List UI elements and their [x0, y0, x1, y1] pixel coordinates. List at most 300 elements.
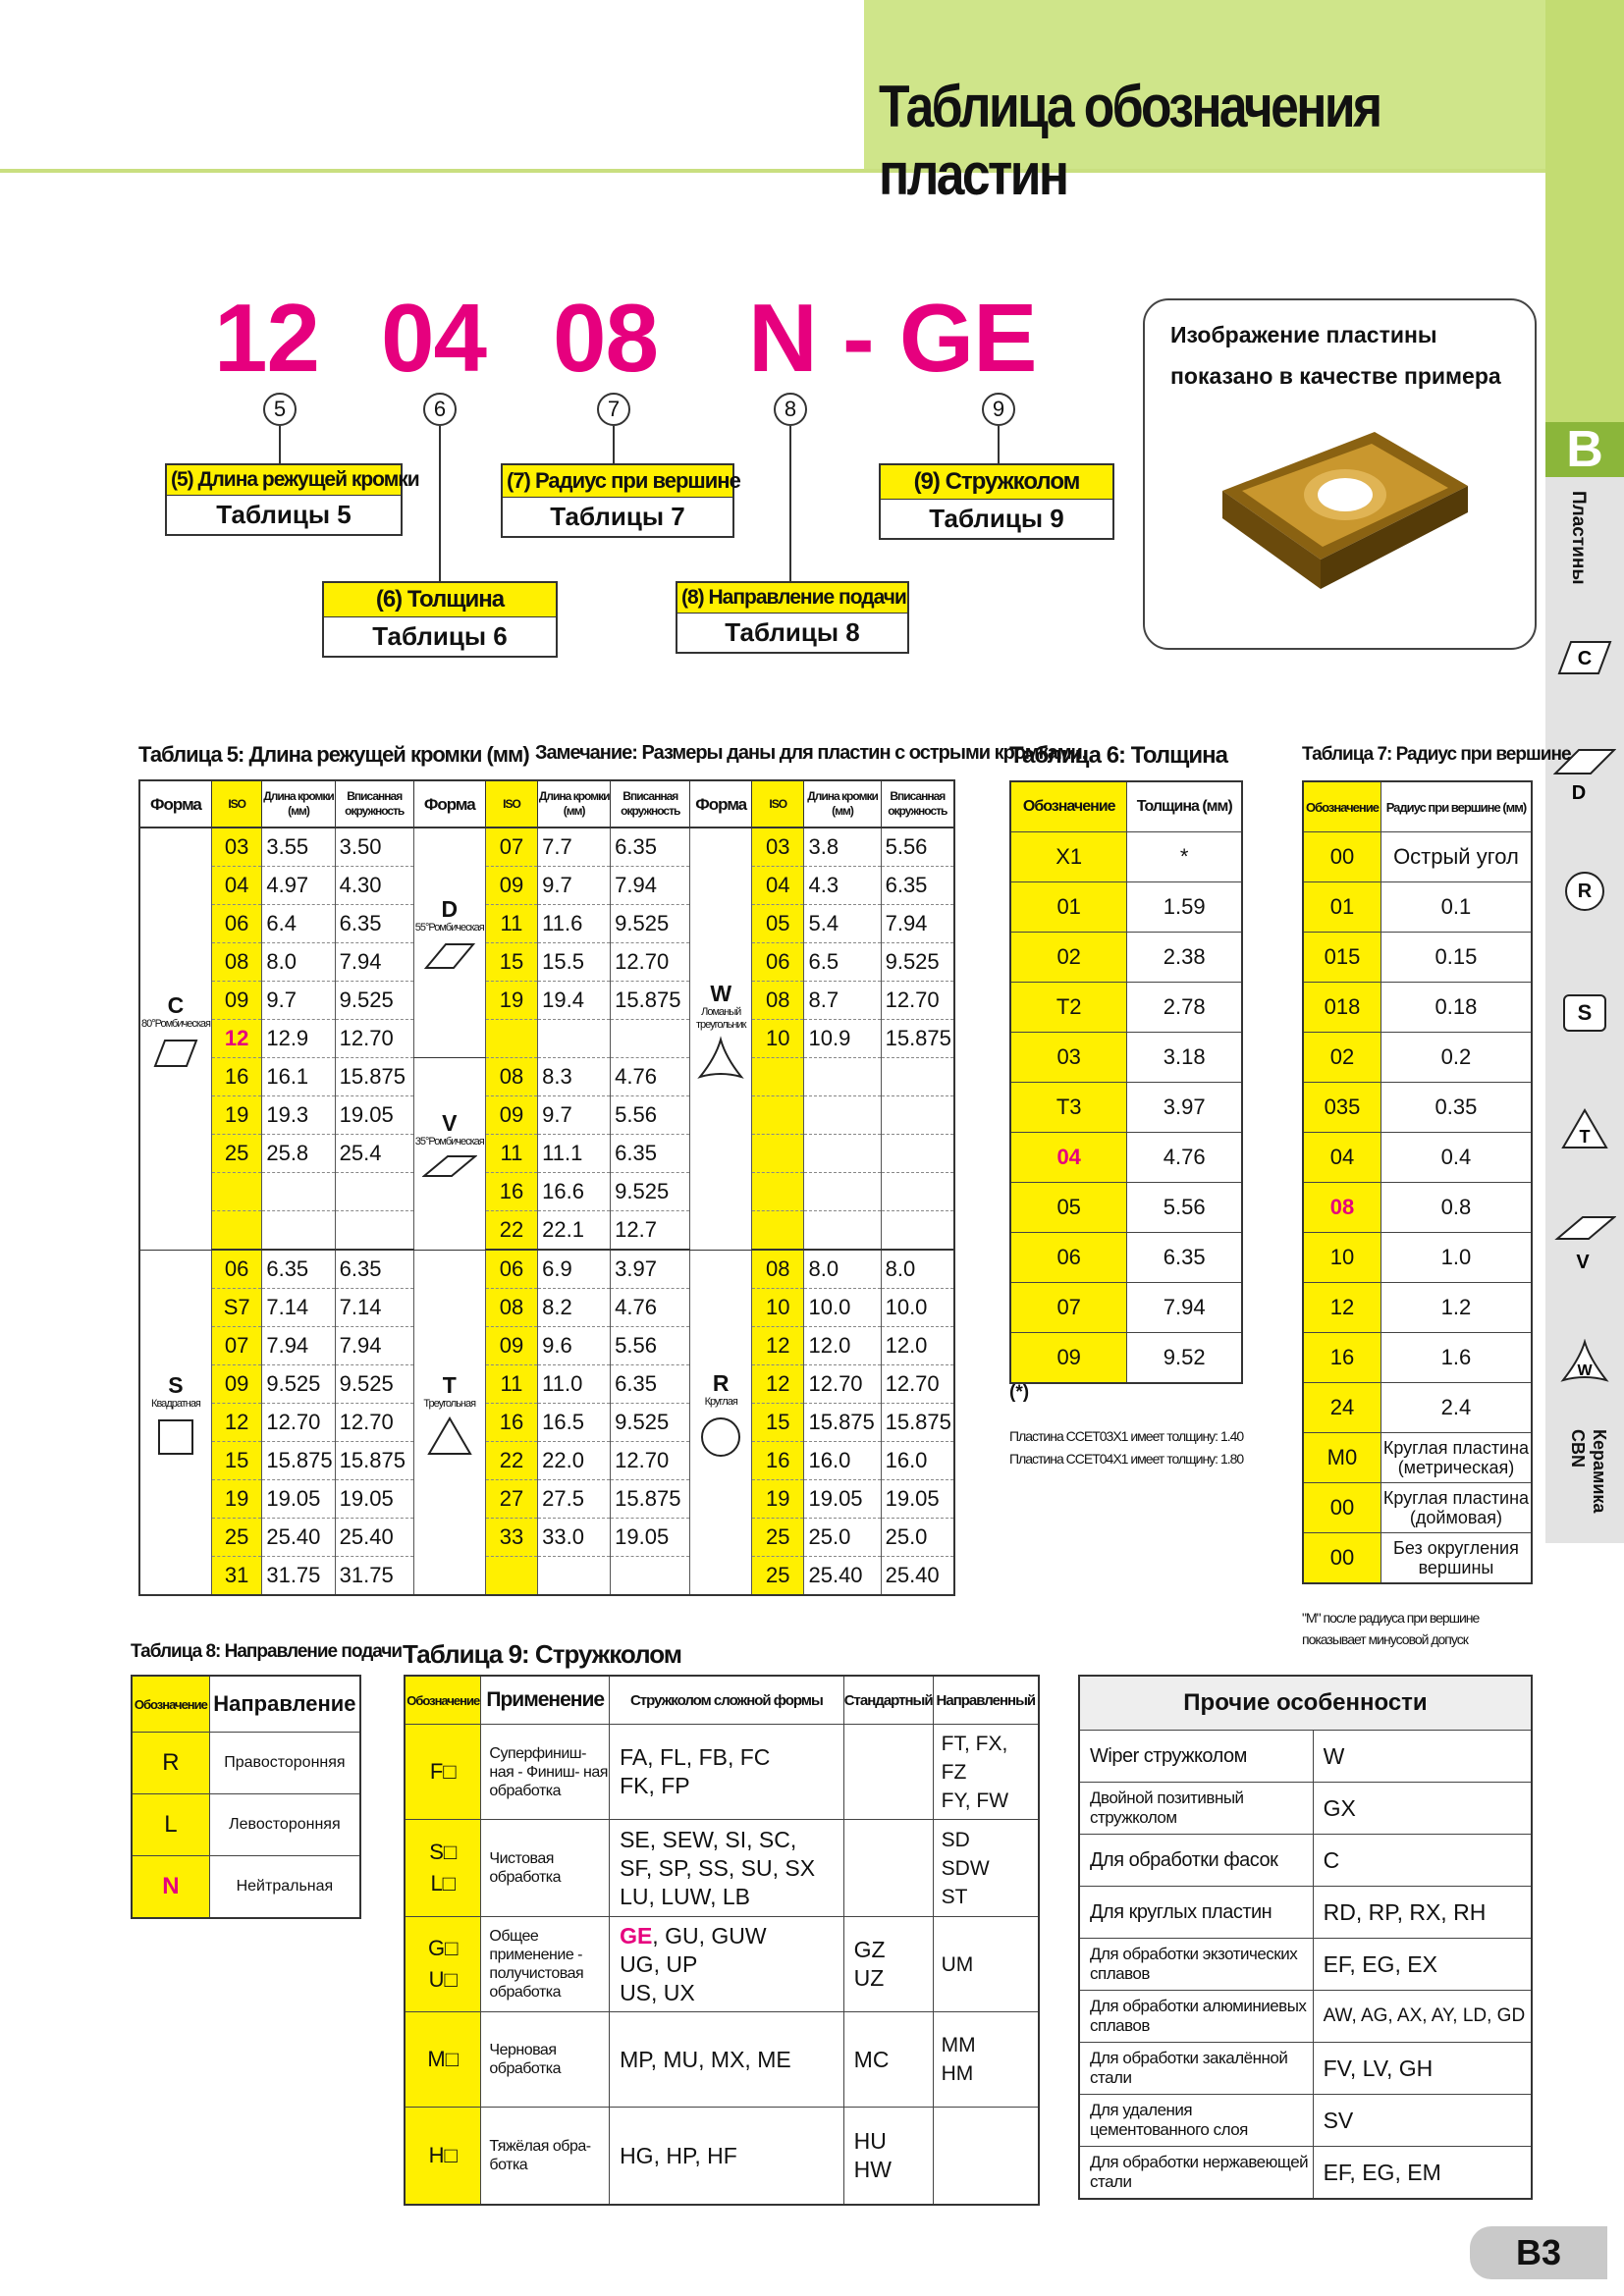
t5-value-cell: 4.76	[611, 1289, 690, 1327]
t5-iso-cell: 19	[485, 982, 537, 1020]
t5-value-cell: 15.875	[611, 1480, 690, 1519]
shape-letter-v: V	[442, 1109, 458, 1136]
t5-iso-cell: 16	[485, 1404, 537, 1442]
t9-complex-text: , GU, GUW UG, UP US, UX	[620, 1922, 767, 2005]
t5-iso-cell: 06	[485, 1250, 537, 1289]
t5-value-cell: 7.94	[881, 905, 954, 943]
t5-iso-cell: 09	[485, 1096, 537, 1135]
t10-row	[1079, 1939, 1532, 1991]
t6-value-cell: 7.94	[1127, 1283, 1242, 1333]
t6-code-cell: 06	[1010, 1233, 1127, 1283]
t5-iso-cell: 07	[485, 828, 537, 867]
t5-iso-cell: 12	[211, 1404, 261, 1442]
t5-value-cell: 7.14	[335, 1289, 413, 1327]
t5-value-cell	[262, 1211, 335, 1251]
table-6	[1009, 780, 1243, 1384]
t5-row	[139, 867, 954, 905]
trigon-icon	[696, 1036, 745, 1085]
t10-code-cell: C	[1313, 1835, 1532, 1887]
t5-value-cell: 5.56	[881, 828, 954, 867]
t10-row	[1079, 1731, 1532, 1783]
t5-header-2: Длина кромки (мм)	[804, 780, 881, 828]
sidebar-tab-c[interactable]	[1545, 638, 1624, 677]
t9-code-cell: F□	[405, 1725, 481, 1820]
t5-iso-cell: 09	[485, 1327, 537, 1365]
t7-row	[1303, 1333, 1532, 1383]
sidebar-tab-w[interactable]	[1545, 1339, 1624, 1386]
t5-value-cell: 25.0	[881, 1519, 954, 1557]
t5-row	[139, 1404, 954, 1442]
t6-row	[1010, 1033, 1242, 1083]
t7-row	[1303, 1383, 1532, 1433]
t7-header-radius: Радиус при вершине (мм)	[1380, 781, 1532, 832]
t5-value-cell	[881, 1211, 954, 1251]
t5-value-cell: 9.525	[335, 982, 413, 1020]
t5-iso-cell: 12	[211, 1020, 261, 1058]
t10-title: Прочие особенности	[1079, 1676, 1532, 1731]
t5-value-cell: 19.05	[262, 1480, 335, 1519]
t9-complex-cell	[610, 2108, 844, 2206]
t10-row	[1079, 1835, 1532, 1887]
t9-row	[405, 1917, 1039, 2012]
t9-row	[405, 2012, 1039, 2108]
t6-code-cell: 09	[1010, 1333, 1127, 1384]
t9-standard-cell	[843, 1725, 933, 1820]
table-7	[1302, 780, 1533, 1584]
label-title-5: (5) Длина режущей кромки	[167, 465, 401, 496]
t5-value-cell: 3.55	[262, 828, 335, 867]
t10-feature-cell: Для круглых пластин	[1079, 1887, 1313, 1939]
t5-row	[139, 1020, 954, 1058]
t5-value-cell	[611, 1020, 690, 1058]
label-box-9	[879, 463, 1114, 540]
shape-cell-r	[690, 1250, 752, 1595]
t5-header-1: ISO	[211, 780, 261, 828]
t5-row	[139, 1557, 954, 1596]
t5-value-cell: 33.0	[538, 1519, 611, 1557]
example-caption-line1: Изображение пластины	[1170, 322, 1437, 347]
t5-value-cell: 9.7	[262, 982, 335, 1020]
label-title-7: (7) Радиус при вершине	[503, 465, 732, 498]
t10-code-cell: EF, EG, EM	[1313, 2147, 1532, 2200]
t5-value-cell: 19.05	[804, 1480, 881, 1519]
t5-value-cell: 25.40	[804, 1557, 881, 1596]
t9-use-cell: Общее применение - получистовая обработка	[481, 1917, 610, 2012]
t5-value-cell	[804, 1096, 881, 1135]
t7-value-cell: 0.35	[1380, 1083, 1532, 1133]
t5-value-cell: 25.40	[881, 1557, 954, 1596]
t5-iso-cell: 04	[211, 867, 261, 905]
t7-row	[1303, 882, 1532, 933]
square-icon	[153, 1415, 198, 1460]
t10-row	[1079, 1887, 1532, 1939]
t5-iso-cell: 06	[752, 943, 804, 982]
t8-direction-cell: Нейтральная	[209, 1856, 360, 1919]
t5-value-cell: 6.35	[611, 1365, 690, 1404]
t5-value-cell: 9.525	[881, 943, 954, 982]
shape-cell-d	[413, 828, 485, 1058]
t5-header-3: Вписанная окружность	[611, 780, 690, 828]
t5-iso-cell: 09	[211, 1365, 261, 1404]
t7-row	[1303, 933, 1532, 983]
t7-value-cell: Без округления вершины	[1380, 1533, 1532, 1584]
shape-sub-w: Ломаный треугольник	[695, 1006, 746, 1032]
t6-code-cell: T3	[1010, 1083, 1127, 1133]
t5-iso-cell: 05	[752, 905, 804, 943]
t9-header-3: Стандартный	[843, 1676, 933, 1725]
t5-iso-cell	[752, 1135, 804, 1173]
t5-value-cell: 25.4	[335, 1135, 413, 1173]
t7-row	[1303, 832, 1532, 882]
code-part-thickness: 04	[381, 284, 487, 392]
t9-use-cell: Черновая обработка	[481, 2012, 610, 2108]
svg-text:C: C	[1577, 648, 1593, 669]
connector-5	[279, 426, 281, 465]
t5-value-cell: 15.875	[335, 1058, 413, 1096]
t6-footnote-mark: (*)	[1009, 1382, 1030, 1403]
code-part-edge: 12	[214, 284, 320, 392]
t7-value-cell: 1.0	[1380, 1233, 1532, 1283]
rhombus-80-icon	[151, 1035, 200, 1074]
t9-row	[405, 2108, 1039, 2206]
t7-code-cell: 00	[1303, 1483, 1380, 1533]
t5-value-cell: 4.3	[804, 867, 881, 905]
shape-sub-d: 55°Ромбическая	[414, 922, 484, 934]
t6-title: Таблица 6: Толщина	[1009, 742, 1228, 769]
t5-value-cell: 6.5	[804, 943, 881, 982]
t9-complex-cell	[610, 2012, 844, 2108]
t5-value-cell: 25.40	[335, 1519, 413, 1557]
shape-cell-t	[413, 1250, 485, 1595]
t5-value-cell	[881, 1058, 954, 1096]
t6-value-cell: 5.56	[1127, 1183, 1242, 1233]
t5-iso-cell: 03	[752, 828, 804, 867]
t5-title: Таблица 5: Длина режущей кромки (мм)	[138, 742, 529, 767]
t7-code-cell: 01	[1303, 882, 1380, 933]
t5-value-cell	[335, 1211, 413, 1251]
t5-value-cell: 8.3	[538, 1058, 611, 1096]
t5-value-cell: 6.35	[611, 1135, 690, 1173]
t7-value-cell: 0.18	[1380, 983, 1532, 1033]
t5-iso-cell: 25	[211, 1519, 261, 1557]
t7-row	[1303, 1533, 1532, 1584]
t5-value-cell: 25.40	[262, 1519, 335, 1557]
t5-value-cell: 12.70	[881, 1365, 954, 1404]
sidebar-tab-v[interactable]	[1545, 1213, 1624, 1276]
t7-value-cell: 1.2	[1380, 1283, 1532, 1333]
t6-footnote-1: Пластина CCET03X1 имеет толщину: 1.40	[1009, 1428, 1244, 1444]
t8-code-cell: R	[132, 1733, 209, 1794]
t5-row	[139, 1250, 954, 1289]
t7-row	[1303, 983, 1532, 1033]
t5-value-cell: 25.8	[262, 1135, 335, 1173]
t9-row	[405, 1820, 1039, 1917]
sidebar-tab-b[interactable]: B	[1545, 422, 1624, 477]
t10-code-cell: GX	[1313, 1783, 1532, 1835]
t9-directed-cell: SD SDW ST	[933, 1820, 1039, 1917]
t10-row	[1079, 1991, 1532, 2043]
t7-value-cell: 0.1	[1380, 882, 1532, 933]
t5-iso-cell: 15	[485, 943, 537, 982]
label-ref-6: Таблицы 6	[372, 621, 508, 651]
shape-letter-c: C	[167, 991, 185, 1018]
t5-header-2: Длина кромки (мм)	[538, 780, 611, 828]
t7-code-cell: 04	[1303, 1133, 1380, 1183]
t5-value-cell: 7.7	[538, 828, 611, 867]
sidebar-top-band	[1545, 0, 1624, 422]
t6-value-cell: 2.78	[1127, 983, 1242, 1033]
t5-value-cell: 7.94	[335, 1327, 413, 1365]
t7-code-cell: M0	[1303, 1433, 1380, 1483]
t5-row	[139, 1096, 954, 1135]
t5-value-cell: 9.6	[538, 1327, 611, 1365]
t5-header-3: Вписанная окружность	[881, 780, 954, 828]
table-5	[138, 779, 955, 1596]
t9-directed-cell	[933, 2108, 1039, 2206]
t5-value-cell: 22.0	[538, 1442, 611, 1480]
t7-header-code: Обозначение	[1303, 781, 1380, 832]
t5-value-cell: 9.7	[538, 867, 611, 905]
t10-code-cell: SV	[1313, 2095, 1532, 2147]
t5-value-cell: 8.0	[881, 1250, 954, 1289]
t7-value-cell: 0.2	[1380, 1033, 1532, 1083]
t6-code-cell: 02	[1010, 933, 1127, 983]
t5-value-cell: 4.30	[335, 867, 413, 905]
t5-value-cell: 6.35	[881, 867, 954, 905]
t5-value-cell: 22.1	[538, 1211, 611, 1251]
t5-value-cell: 9.525	[611, 905, 690, 943]
sidebar-tab-r[interactable]	[1545, 872, 1624, 911]
t5-value-cell: 12.70	[881, 982, 954, 1020]
t5-row	[139, 1519, 954, 1557]
t10-feature-cell: Для обработки нержавеющей стали	[1079, 2147, 1313, 2200]
t5-row	[139, 1442, 954, 1480]
t7-value-cell: 0.8	[1380, 1183, 1532, 1233]
t7-code-cell: 10	[1303, 1233, 1380, 1283]
t5-iso-cell	[752, 1096, 804, 1135]
t5-value-cell: 4.76	[611, 1058, 690, 1096]
t5-value-cell: 6.9	[538, 1250, 611, 1289]
t5-value-cell	[538, 1557, 611, 1596]
table-8	[131, 1675, 361, 1919]
t8-direction-cell: Левосторонняя	[209, 1794, 360, 1856]
t7-value-cell: Острый угол	[1380, 832, 1532, 882]
t5-iso-cell: 27	[485, 1480, 537, 1519]
t6-row	[1010, 1133, 1242, 1183]
t5-value-cell: 11.1	[538, 1135, 611, 1173]
shape-cell-s	[139, 1250, 211, 1595]
code-part-radius: 08	[553, 284, 659, 392]
t9-complex-text: HG, HP, HF	[620, 2142, 737, 2168]
label-ref-9: Таблицы 9	[929, 504, 1064, 533]
t9-highlight-ge: GE	[620, 1922, 653, 1949]
rhombus-55-icon	[422, 938, 477, 978]
t5-value-cell: 11.6	[538, 905, 611, 943]
label-box-5	[165, 463, 419, 536]
label-title-9: (9) Стружколом	[881, 465, 1112, 500]
rhombus-35-icon	[1553, 1213, 1616, 1276]
t7-row	[1303, 1133, 1532, 1183]
t5-value-cell: 3.50	[335, 828, 413, 867]
svg-text:W: W	[1577, 1362, 1593, 1379]
t5-value-cell: 31.75	[262, 1557, 335, 1596]
t8-code-cell: N	[132, 1856, 209, 1919]
t9-directed-cell: FT, FX, FZ FY, FW	[933, 1725, 1039, 1820]
t6-value-cell: *	[1127, 832, 1242, 882]
sidebar-tab-t[interactable]	[1545, 1107, 1624, 1150]
t5-value-cell: 10.0	[804, 1289, 881, 1327]
shape-letter-t: T	[442, 1372, 457, 1399]
t5-value-cell: 12.70	[611, 943, 690, 982]
t5-note: Замечание: Размеры даны для пластин с острыми кромками.	[535, 742, 1087, 764]
t5-value-cell: 9.525	[611, 1404, 690, 1442]
t10-row	[1079, 2043, 1532, 2095]
t7-value-cell: Круглая пластина (доймовая)	[1380, 1483, 1532, 1533]
t6-value-cell: 2.38	[1127, 933, 1242, 983]
shape-letter-r: R	[712, 1370, 730, 1397]
t5-value-cell	[611, 1557, 690, 1596]
t6-code-cell: 03	[1010, 1033, 1127, 1083]
t10-feature-cell: Для обработки алюминиевых сплавов	[1079, 1991, 1313, 2043]
t5-iso-cell: 08	[752, 982, 804, 1020]
t5-value-cell: 6.35	[262, 1250, 335, 1289]
t5-iso-cell: 16	[485, 1173, 537, 1211]
t10-code-cell: RD, RP, RX, RH	[1313, 1887, 1532, 1939]
t5-value-cell: 27.5	[538, 1480, 611, 1519]
t10-row	[1079, 1783, 1532, 1835]
sidebar-tab-s[interactable]	[1545, 994, 1624, 1032]
t9-directed-cell: UM	[933, 1917, 1039, 2012]
t5-value-cell	[538, 1020, 611, 1058]
t5-value-cell: 10.0	[881, 1289, 954, 1327]
t5-value-cell	[881, 1135, 954, 1173]
t6-row	[1010, 1083, 1242, 1133]
t5-value-cell: 12.70	[611, 1442, 690, 1480]
t5-header-0: Форма	[139, 780, 211, 828]
t7-code-cell: 035	[1303, 1083, 1380, 1133]
t5-value-cell: 19.05	[611, 1519, 690, 1557]
t5-value-cell	[262, 1173, 335, 1211]
t5-value-cell: 15.875	[881, 1404, 954, 1442]
t5-value-cell: 15.875	[881, 1020, 954, 1058]
t5-value-cell: 16.0	[881, 1442, 954, 1480]
t5-row	[139, 828, 954, 867]
t5-iso-cell: 19	[752, 1480, 804, 1519]
t5-header-1: ISO	[485, 780, 537, 828]
t5-value-cell: 9.525	[335, 1365, 413, 1404]
t5-iso-cell: 33	[485, 1519, 537, 1557]
t5-iso-cell	[485, 1557, 537, 1596]
t5-iso-cell: 31	[211, 1557, 261, 1596]
shape-letter-w: W	[710, 981, 732, 1007]
t9-standard-cell: GZ UZ	[843, 1917, 933, 2012]
sidebar-label-ceramics-cbn[interactable]: Керамика CBN	[1568, 1429, 1609, 1514]
t5-row	[139, 1289, 954, 1327]
t8-header-direction: Направление	[209, 1676, 360, 1733]
t5-iso-cell: 09	[211, 982, 261, 1020]
rhombus-35-icon	[422, 1152, 477, 1186]
shape-sub-c: 80°Ромбическая	[140, 1017, 210, 1030]
t5-iso-cell: 06	[211, 1250, 261, 1289]
label-ref-7: Таблицы 7	[550, 502, 685, 531]
t8-code-cell: L	[132, 1794, 209, 1856]
t5-iso-cell	[211, 1173, 261, 1211]
t5-iso-cell: 07	[211, 1327, 261, 1365]
t6-code-cell: 01	[1010, 882, 1127, 933]
t7-row	[1303, 1033, 1532, 1083]
example-caption	[1170, 314, 1524, 397]
shape-cell-w	[690, 828, 752, 1250]
t10-feature-cell: Двойной позитивный стружколом	[1079, 1783, 1313, 1835]
t9-code-cell: M□	[405, 2012, 481, 2108]
t6-header-code: Обозначение	[1010, 781, 1127, 832]
t5-value-cell: 12.70	[262, 1404, 335, 1442]
svg-text:D: D	[1571, 782, 1587, 804]
t5-iso-cell: 04	[752, 867, 804, 905]
t7-footnote-2: показывает минусовой допуск	[1302, 1631, 1468, 1647]
t7-value-cell: 0.4	[1380, 1133, 1532, 1183]
label-box-7	[501, 463, 740, 538]
label-title-6: (6) Толщина	[324, 583, 556, 617]
shape-letter-d: D	[441, 896, 459, 922]
label-box-8	[676, 581, 909, 654]
t9-complex-cell	[610, 1820, 844, 1917]
t9-use-cell: Тяжёлая обра- ботка	[481, 2108, 610, 2206]
t5-value-cell: 6.35	[335, 1250, 413, 1289]
t5-value-cell: 15.875	[611, 982, 690, 1020]
t7-title: Таблица 7: Радиус при вершине	[1302, 744, 1571, 765]
shape-sub-v: 35°Ромбическая	[414, 1135, 484, 1148]
t9-header-2: Стружколом сложной формы	[610, 1676, 844, 1725]
t7-code-cell: 08	[1303, 1183, 1380, 1233]
circle-icon: R	[1565, 872, 1604, 911]
t5-value-cell: 16.5	[538, 1404, 611, 1442]
t5-row	[139, 1480, 954, 1519]
t8-row	[132, 1733, 360, 1794]
marker-6: 6	[423, 393, 457, 426]
t5-value-cell	[804, 1211, 881, 1251]
t9-standard-cell	[843, 1820, 933, 1917]
t5-row	[139, 982, 954, 1020]
shape-sub-t: Треугольная	[423, 1398, 476, 1411]
t5-iso-cell: 22	[485, 1211, 537, 1251]
t5-iso-cell	[485, 1020, 537, 1058]
t5-value-cell: 7.94	[611, 867, 690, 905]
t8-direction-cell: Правосторонняя	[209, 1733, 360, 1794]
connector-7	[613, 426, 615, 465]
t7-value-cell: Круглая пластина (метрическая)	[1380, 1433, 1532, 1483]
t5-header-3: Вписанная окружность	[335, 780, 413, 828]
t5-value-cell: 12.70	[804, 1365, 881, 1404]
t6-row	[1010, 1183, 1242, 1233]
t5-value-cell: 16.0	[804, 1442, 881, 1480]
t6-code-cell: 04	[1010, 1133, 1127, 1183]
t5-value-cell: 16.6	[538, 1173, 611, 1211]
t5-value-cell: 8.0	[804, 1250, 881, 1289]
t9-code-cell: H□	[405, 2108, 481, 2206]
shape-cell-c	[139, 828, 211, 1250]
label-box-6	[322, 581, 558, 658]
label-title-8: (8) Направление подачи	[677, 583, 907, 614]
t9-standard-cell: HU HW	[843, 2108, 933, 2206]
t5-iso-cell: 09	[485, 867, 537, 905]
t5-value-cell	[881, 1173, 954, 1211]
insert-illustration	[1203, 393, 1488, 599]
t5-value-cell: 8.7	[804, 982, 881, 1020]
t5-value-cell: 15.5	[538, 943, 611, 982]
t5-value-cell: 12.70	[335, 1020, 413, 1058]
t9-title: Таблица 9: Стружколом	[403, 1639, 682, 1669]
